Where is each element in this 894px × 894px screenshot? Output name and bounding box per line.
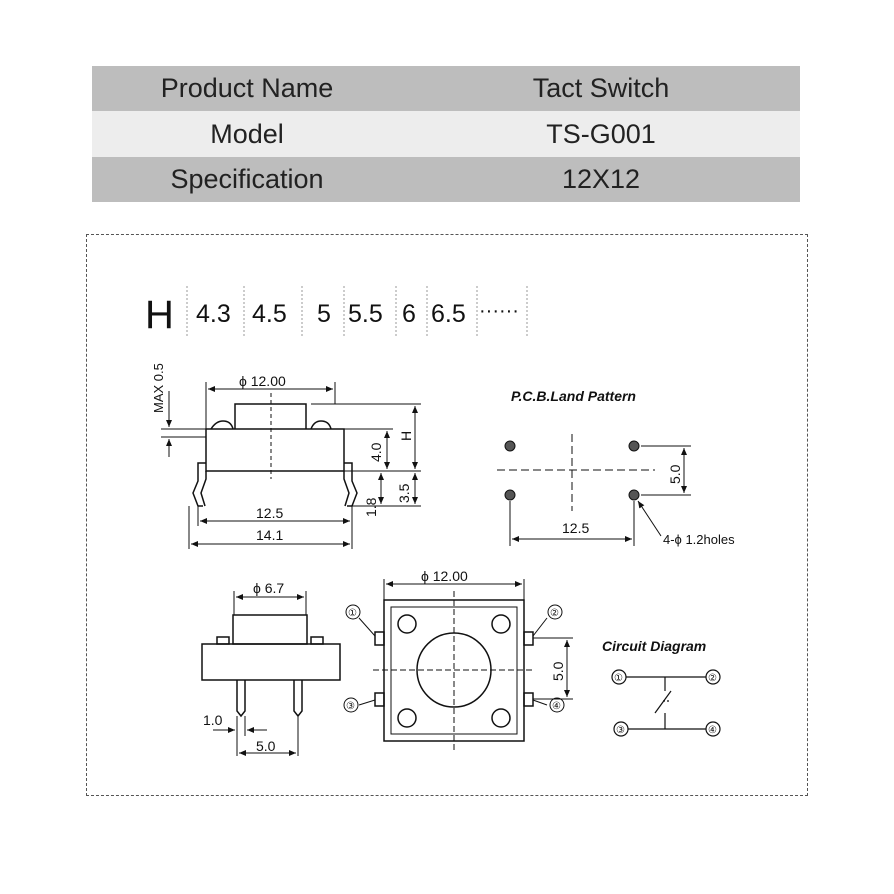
dim-h-label: H (398, 430, 414, 441)
pcb-dim-horizontal: 12.5 (562, 520, 590, 536)
height-value: 6 (402, 300, 416, 328)
top-view-corner-hole (492, 615, 510, 633)
pcb-hole (629, 441, 639, 451)
spec-label: Product Name (160, 73, 334, 103)
front-pin-spacing-label: 5.0 (256, 738, 276, 754)
circuit-switch (655, 691, 671, 713)
spec-label: Specification (170, 164, 324, 194)
max-label: MAX 0.5 (151, 363, 166, 413)
dim-foot-label: 1.8 (363, 497, 379, 517)
front-view-body (202, 644, 340, 680)
top-view-corner-hole (492, 709, 510, 727)
pcb-hole (505, 441, 515, 451)
height-value: 5 (317, 300, 331, 328)
spec-table (92, 66, 800, 202)
circuit-pin-1: ① (614, 673, 623, 684)
circuit-pin-4: ④ (708, 725, 717, 736)
spec-value: Tact Switch (532, 73, 670, 103)
spec-value: 12X12 (561, 164, 641, 194)
height-value: 4.3 (196, 300, 231, 328)
top-pin-2: ② (550, 608, 559, 619)
circuit-pin-2: ② (708, 673, 717, 684)
front-view (202, 591, 340, 756)
side-view (161, 382, 421, 549)
width-inner-label: 12.5 (256, 505, 284, 521)
top-pin-4: ④ (552, 701, 561, 712)
front-diameter-label: ϕ 6.7 (253, 580, 285, 596)
top-pin-1: ① (348, 608, 357, 619)
circuit-pin-3: ③ (616, 725, 625, 736)
pcb-hole (629, 490, 639, 500)
pcb-title: P.C.B.Land Pattern (511, 388, 636, 404)
dim-leg-label: 3.5 (396, 483, 412, 503)
top-dim-vertical: 5.0 (550, 661, 566, 681)
top-view-corner-hole (398, 615, 416, 633)
top-pin-3: ③ (346, 701, 355, 712)
pcb-hole (505, 490, 515, 500)
top-view-corner-hole (398, 709, 416, 727)
height-value: 6.5 (431, 300, 466, 328)
top-view-pin (375, 693, 384, 706)
spec-row-product-name (92, 66, 800, 111)
side-view-body (206, 429, 344, 471)
front-pin-width-label: 1.0 (203, 712, 223, 728)
height-value: 5.5 (348, 300, 383, 328)
height-label: H (145, 293, 174, 337)
width-outer-label: 14.1 (256, 527, 284, 543)
front-view-pin (237, 680, 245, 716)
dim-body-label: 4.0 (368, 442, 384, 462)
top-view-pin (524, 632, 533, 645)
spec-label: Model (210, 118, 284, 149)
circuit-diagram (612, 670, 720, 736)
technical-drawing (87, 235, 809, 797)
top-view-pin (375, 632, 384, 645)
spec-row-specification (92, 157, 800, 202)
height-more: ······ (479, 300, 519, 322)
top-view-pin (524, 693, 533, 706)
height-value: 4.5 (252, 300, 287, 328)
pcb-holes-label: 4-ϕ 1.2holes (663, 532, 735, 547)
front-view-button (233, 615, 307, 644)
side-diameter-label: ϕ 12.00 (239, 373, 286, 389)
top-view (344, 579, 573, 751)
spec-row-model (92, 111, 800, 157)
circuit-title: Circuit Diagram (602, 638, 707, 654)
pcb-land-pattern (497, 434, 691, 546)
pcb-dim-vertical: 5.0 (667, 464, 683, 484)
front-view-pin (294, 680, 302, 716)
top-diameter-label: ϕ 12.00 (421, 568, 468, 584)
technical-drawing-panel (86, 234, 808, 796)
spec-value: TS-G001 (546, 118, 656, 149)
height-options (145, 286, 527, 338)
